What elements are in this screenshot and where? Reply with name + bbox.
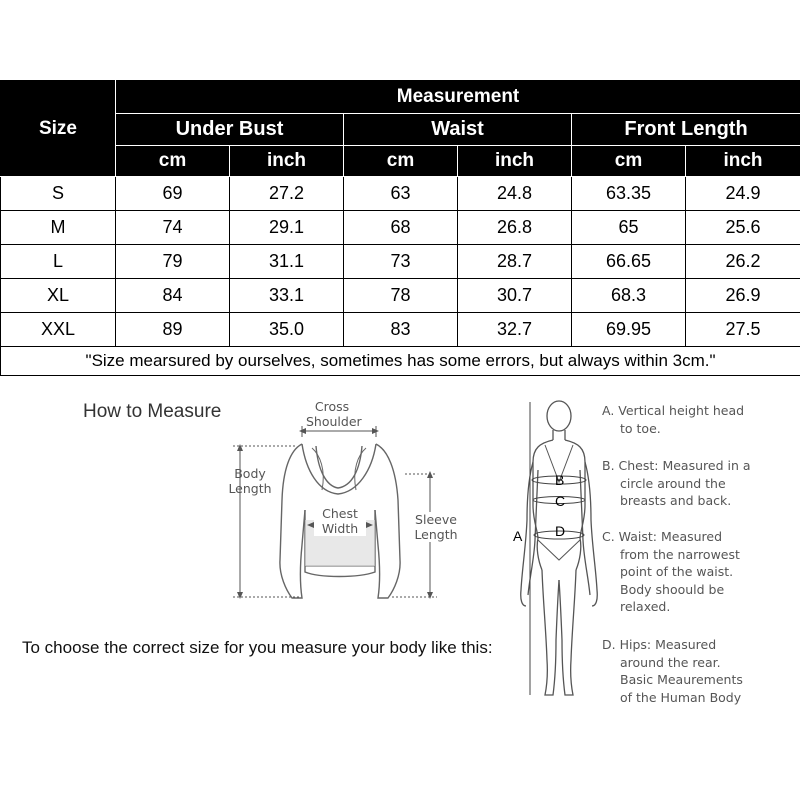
value-cell: 63 bbox=[344, 177, 458, 211]
value-cell: 24.8 bbox=[458, 177, 572, 211]
value-cell: 33.1 bbox=[230, 279, 344, 313]
cross-shoulder-line2: Shoulder bbox=[306, 414, 362, 429]
value-cell: 27.5 bbox=[686, 313, 800, 347]
body-letter-b: B bbox=[555, 472, 565, 488]
value-cell: 69.95 bbox=[572, 313, 686, 347]
value-cell: 63.35 bbox=[572, 177, 686, 211]
value-cell: 30.7 bbox=[458, 279, 572, 313]
value-cell: 68 bbox=[344, 211, 458, 245]
measure-instruction: To choose the correct size for you measure your body like this: bbox=[22, 638, 493, 657]
description-line: B. Chest: Measured in a bbox=[602, 458, 751, 473]
description-b bbox=[602, 457, 792, 510]
body-letter-c: C bbox=[555, 493, 566, 509]
chest-width-line2: Width bbox=[321, 521, 359, 536]
value-cell: 68.3 bbox=[572, 279, 686, 313]
value-cell: 32.7 bbox=[458, 313, 572, 347]
how-to-measure-title: How to Measure bbox=[83, 401, 222, 422]
cross-shoulder-line1: Cross bbox=[314, 399, 350, 414]
value-cell: 74 bbox=[116, 211, 230, 245]
sleeve-length-line2: Length bbox=[414, 527, 458, 542]
description-a bbox=[602, 402, 792, 437]
value-cell: 84 bbox=[116, 279, 230, 313]
value-cell: 31.1 bbox=[230, 245, 344, 279]
value-cell: 25.6 bbox=[686, 211, 800, 245]
value-cell: 78 bbox=[344, 279, 458, 313]
value-cell: 83 bbox=[344, 313, 458, 347]
size-column-header: Size bbox=[1, 81, 116, 177]
size-cell: L bbox=[1, 245, 116, 279]
description-line: around the rear. bbox=[620, 654, 721, 670]
unit-header: cm bbox=[116, 146, 230, 177]
sleeve-length-line1: Sleeve bbox=[415, 512, 457, 527]
unit-header: inch bbox=[686, 146, 800, 177]
description-line: Basic Meaurements bbox=[620, 672, 743, 687]
description-line: relaxed. bbox=[620, 599, 671, 614]
unit-header: inch bbox=[230, 146, 344, 177]
group-header-front-length: Front Length bbox=[572, 114, 800, 146]
description-line: Body shoould be bbox=[620, 581, 725, 597]
value-cell: 24.9 bbox=[686, 177, 800, 211]
chest-width-line1: Chest bbox=[322, 506, 358, 521]
description-d bbox=[602, 636, 792, 706]
description-line: from the narrowest bbox=[620, 546, 740, 562]
description-line: point of the waist. bbox=[620, 564, 734, 579]
description-line: of the Human Body bbox=[620, 689, 742, 705]
description-line: to toe. bbox=[620, 420, 661, 436]
description-line: circle around the bbox=[620, 475, 726, 491]
description-line: breasts and back. bbox=[620, 493, 732, 508]
body-length-line1: Body bbox=[234, 466, 266, 481]
value-cell: 26.8 bbox=[458, 211, 572, 245]
value-cell: 73 bbox=[344, 245, 458, 279]
group-header-waist: Waist bbox=[344, 114, 572, 146]
measurement-header: Measurement bbox=[116, 81, 800, 114]
value-cell: 26.2 bbox=[686, 245, 800, 279]
unit-header: inch bbox=[458, 146, 572, 177]
value-cell: 28.7 bbox=[458, 245, 572, 279]
description-line: C. Waist: Measured bbox=[602, 529, 723, 544]
value-cell: 89 bbox=[116, 313, 230, 347]
unit-header: cm bbox=[344, 146, 458, 177]
measurement-note: "Size mearsured by ourselves, sometimes has some errors, but always within 3cm." bbox=[1, 347, 800, 376]
value-cell: 27.2 bbox=[230, 177, 344, 211]
body-letter-a: A bbox=[513, 528, 523, 544]
value-cell: 66.65 bbox=[572, 245, 686, 279]
value-cell: 79 bbox=[116, 245, 230, 279]
description-c bbox=[602, 528, 792, 616]
value-cell: 35.0 bbox=[230, 313, 344, 347]
size-cell: XXL bbox=[1, 313, 116, 347]
group-header-under-bust: Under Bust bbox=[116, 114, 344, 146]
description-line: D. Hips: Measured bbox=[602, 637, 717, 652]
size-cell: S bbox=[1, 177, 116, 211]
value-cell: 26.9 bbox=[686, 279, 800, 313]
value-cell: 29.1 bbox=[230, 211, 344, 245]
size-cell: M bbox=[1, 211, 116, 245]
value-cell: 65 bbox=[572, 211, 686, 245]
unit-header: cm bbox=[572, 146, 686, 177]
value-cell: 69 bbox=[116, 177, 230, 211]
body-length-line2: Length bbox=[228, 481, 272, 496]
description-line: A. Vertical height head bbox=[602, 403, 745, 418]
body-letter-d: D bbox=[555, 523, 566, 539]
size-cell: XL bbox=[1, 279, 116, 313]
